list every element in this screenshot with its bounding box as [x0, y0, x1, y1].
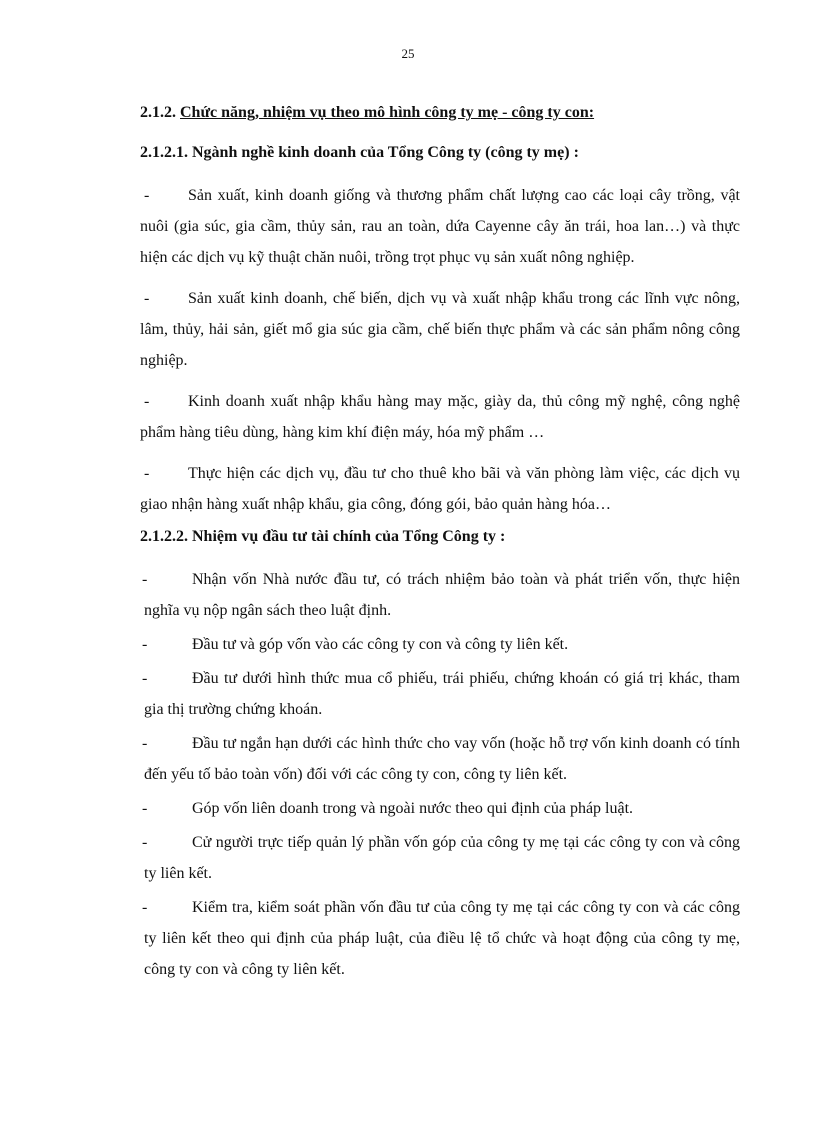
- list-item: [140, 180, 740, 273]
- page-content: [140, 100, 740, 988]
- list-item-text: Sản xuất kinh doanh, chế biến, dịch vụ và xuất nhập khẩu trong các lĩnh vực nông, lâm, thủy, hải sản, giết mổ gia súc gia cầm, chế biến thực phẩm và các sản phẩm nông công nghiệp.: [140, 290, 740, 369]
- list-item: [140, 728, 740, 790]
- list-item: [140, 386, 740, 448]
- list-item-text: Nhận vốn Nhà nước đầu tư, có trách nhiệm bảo toàn và phát triển vốn, thực hiện nghĩa vụ nộp ngân sách theo luật định.: [144, 571, 740, 619]
- bullet-dash: -: [144, 465, 150, 482]
- bullet-dash: -: [142, 670, 148, 687]
- list-item: [140, 283, 740, 376]
- list-item-text: Đầu tư và góp vốn vào các công ty con và công ty liên kết.: [192, 636, 569, 653]
- list-item-text: Sản xuất, kinh doanh giống và thương phẩm chất lượng cao các loại cây trồng, vật nuôi (gia súc, gia cầm, thủy sản, rau an toàn, dứa Cayenne cây ăn trái, hoa lan…) và thực hiện các dịch vụ kỹ thuật chăn nuôi, trồng trọt phục vụ sản xuất nông nghiệp.: [140, 187, 740, 266]
- bullet-dash: -: [142, 899, 148, 916]
- subsection-heading-financial-investment: 2.1.2.2. Nhiệm vụ đầu tư tài chính của Tổng Công ty :: [140, 528, 506, 545]
- section-title: Chức năng, nhiệm vụ theo mô hình công ty mẹ - công ty con:: [180, 104, 595, 121]
- bullet-dash: -: [144, 393, 150, 410]
- list-item: [140, 827, 740, 889]
- list-item-text: Kinh doanh xuất nhập khẩu hàng may mặc, giày da, thủ công mỹ nghệ, công nghệ phẩm hàng tiêu dùng, hàng kim khí điện máy, hóa mỹ phẩm …: [140, 393, 740, 441]
- section-number: 2.1.2.: [140, 104, 176, 121]
- bullet-dash: -: [144, 187, 150, 204]
- bullet-dash: -: [142, 834, 148, 851]
- list-item: [140, 564, 740, 626]
- list-item-text: Góp vốn liên doanh trong và ngoài nước theo qui định của pháp luật.: [192, 800, 634, 817]
- bullet-dash: -: [142, 571, 148, 588]
- section-heading: [140, 100, 740, 126]
- list-item: [140, 793, 740, 824]
- list-item-text: Cử người trực tiếp quản lý phần vốn góp của công ty mẹ tại các công ty con và công ty liên kết.: [144, 834, 740, 882]
- page-number: 25: [401, 46, 415, 61]
- list-item: [140, 458, 740, 520]
- financial-duties-list: [140, 564, 740, 985]
- list-item: [140, 892, 740, 985]
- list-item: [140, 629, 740, 660]
- list-item: [140, 663, 740, 725]
- bullet-dash: -: [142, 800, 148, 817]
- list-item-text: Đầu tư ngắn hạn dưới các hình thức cho vay vốn (hoặc hỗ trợ vốn kinh doanh có tính đến yếu tố bảo toàn vốn) đối với các công ty con, công ty liên kết.: [144, 735, 740, 783]
- bullet-dash: -: [144, 290, 150, 307]
- list-item-text: Kiểm tra, kiểm soát phần vốn đầu tư của công ty mẹ tại các công ty con và các công ty liên kết theo qui định của pháp luật, của điều lệ tổ chức và hoạt động của công ty mẹ, công ty con và công ty liên kết.: [144, 899, 740, 978]
- bullet-dash: -: [142, 636, 148, 653]
- list-item-text: Thực hiện các dịch vụ, đầu tư cho thuê kho bãi và văn phòng làm việc, các dịch vụ giao nhận hàng xuất nhập khẩu, gia công, đóng gói, bảo quản hàng hóa…: [140, 465, 740, 513]
- list-item-text: Đầu tư dưới hình thức mua cổ phiếu, trái phiếu, chứng khoán có giá trị khác, tham gia thị trường chứng khoán.: [144, 670, 740, 718]
- bullet-dash: -: [142, 735, 148, 752]
- subsection-heading-business-lines: 2.1.2.1. Ngành nghề kinh doanh của Tổng Công ty (công ty mẹ) :: [140, 144, 579, 161]
